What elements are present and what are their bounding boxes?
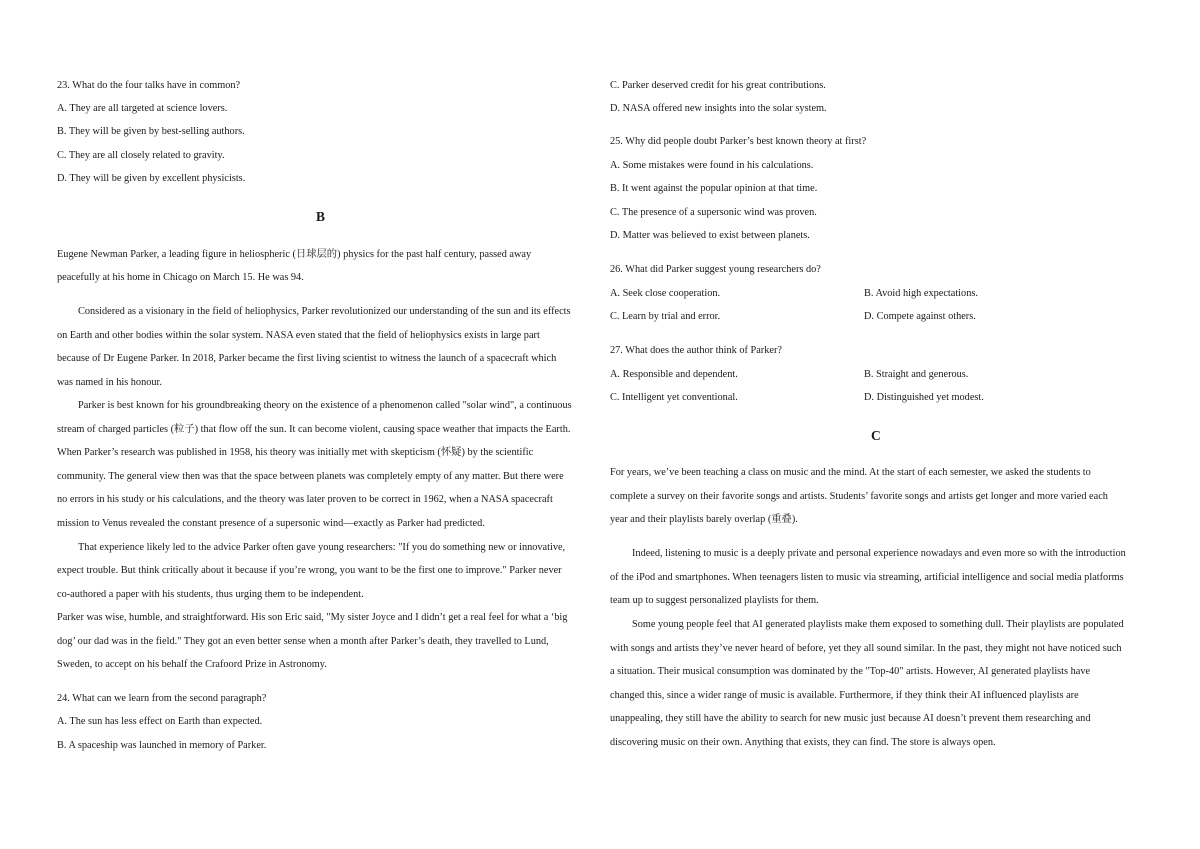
q24-stem: 24. What can we learn from the second paragraph? — [57, 693, 267, 704]
passage-b-line: community. The general view then was that the space between planets was completely empty of any matter. But there were — [57, 471, 564, 482]
passage-b-line: Sweden, to accept on his behalf the Crafoord Prize in Astronomy. — [57, 659, 327, 670]
q27-stem: 27. What does the author think of Parker? — [610, 345, 782, 356]
passage-c-line: Some young people feel that AI generated playlists make them exposed to something dull. Their playlists are populated — [632, 619, 1124, 630]
q24-option-b: B. A spaceship was launched in memory of Parker. — [57, 740, 267, 751]
passage-c-line: a situation. Their musical consumption was dominated by the "Top-40" artists. However, AI generated playlists have — [610, 666, 1091, 677]
passage-b-line: Parker is best known for his groundbreaking theory on the existence of a phenomenon called "solar wind", a continuous — [78, 400, 572, 411]
passage-c-line: with songs and artists they’ve never heard of before, yet they all sound similar. In the past, they might not have noticed such — [610, 643, 1122, 654]
passage-b-line: co-authored a paper with his students, thus urging them to be independent. — [57, 589, 364, 600]
q27-option-d: D. Distinguished yet modest. — [864, 392, 984, 403]
q25-option-b: B. It went against the popular opinion at that time. — [610, 183, 818, 194]
passage-b-line: because of Dr Eugene Parker. In 2018, Parker became the first living scientist to witness the launch of a spacecraft which — [57, 353, 557, 364]
q25-option-d: D. Matter was believed to exist between planets. — [610, 230, 810, 241]
passage-c-line: For years, we’ve been teaching a class on music and the mind. At the start of each semester, we asked the students to — [610, 467, 1091, 478]
q25-option-c: C. The presence of a supersonic wind was proven. — [610, 207, 817, 218]
passage-c-line: Indeed, listening to music is a deeply private and personal experience nowadays and even more so with the introduction — [632, 548, 1126, 559]
passage-c-line: discovering music on their own. Anything that exists, they can find. The store is always open. — [610, 737, 996, 748]
q26-option-a: A. Seek close cooperation. — [610, 288, 721, 299]
passage-b-line: Considered as a visionary in the field of heliophysics, Parker revolutionized our understanding of the sun and its effects — [78, 306, 571, 317]
q23-option-d: D. They will be given by excellent physicists. — [57, 173, 246, 184]
passage-b-line: peacefully at his home in Chicago on March 15. He was 94. — [57, 272, 304, 283]
passage-c-line: complete a survey on their favorite songs and artists. Students’ favorite songs and artists get longer and more varied each — [610, 491, 1108, 502]
q23-stem: 23. What do the four talks have in common? — [57, 80, 241, 91]
passage-b-line: expect trouble. But think critically about it because if you’re wrong, you want to be the first one to improve." Parker never — [57, 565, 562, 576]
q26-option-d: D. Compete against others. — [864, 311, 976, 322]
passage-c-line: unappealing, they still have the ability to search for new music just because AI doesn’t prevent them researching and — [610, 713, 1091, 724]
q24-option-a: A. The sun has less effect on Earth than expected. — [57, 716, 263, 727]
q27-option-c: C. Intelligent yet conventional. — [610, 392, 738, 403]
passage-c-line: of the iPod and smartphones. When teenagers listen to music via streaming, artificial intelligence and social media platforms — [610, 572, 1124, 583]
passage-b-line: on Earth and other bodies within the solar system. NASA even stated that the field of heliophysics exists in large part — [57, 330, 540, 341]
q26-stem: 26. What did Parker suggest young researchers do? — [610, 264, 821, 275]
q25-stem: 25. Why did people doubt Parker’s best known theory at first? — [610, 136, 867, 147]
section-heading-c: C — [871, 428, 881, 443]
q23-option-b: B. They will be given by best-selling authors. — [57, 126, 245, 137]
passage-c-line: year and their playlists barely overlap (重叠). — [610, 514, 798, 525]
passage-b-line: was named in his honour. — [57, 377, 162, 388]
passage-b-line: Eugene Newman Parker, a leading figure in heliospheric (日球层的) physics for the past half century, passed away — [57, 249, 532, 260]
q23-option-c: C. They are all closely related to gravity. — [57, 150, 225, 161]
q23-option-a: A. They are all targeted at science lovers. — [57, 103, 228, 114]
q24-option-c: C. Parker deserved credit for his great contributions. — [610, 80, 826, 91]
q26-option-b: B. Avoid high expectations. — [864, 288, 978, 299]
passage-b-line: When Parker’s research was published in 1958, his theory was initially met with skepticism (怀疑) by the scientific — [57, 447, 534, 458]
q27-option-b: B. Straight and generous. — [864, 369, 969, 380]
passage-c-line: team up to suggest personalized playlists for them. — [610, 595, 819, 606]
passage-b-line: no errors in his study or his calculations, and the theory was later proven to be correct in 1962, when a NASA spacecraft — [57, 494, 553, 505]
passage-b-line: Parker was wise, humble, and straightforward. His son Eric said, "My sister Joyce and I didn’t get a real feel for what a ‘big — [57, 612, 568, 623]
q27-option-a: A. Responsible and dependent. — [610, 369, 738, 380]
q25-option-a: A. Some mistakes were found in his calculations. — [610, 160, 814, 171]
passage-b-line: mission to Venus revealed the constant presence of a supersonic wind—exactly as Parker had predicted. — [57, 518, 485, 529]
q24-option-d: D. NASA offered new insights into the solar system. — [610, 103, 827, 114]
passage-b-line: dog’ our dad was in the field." They got an even better sense when a month after Parker’s death, they travelled to Lund, — [57, 636, 549, 647]
passage-b-line: stream of charged particles (粒子) that flow off the sun. It can become violent, causing space weather that impacts the Earth. — [57, 424, 571, 435]
q26-option-c: C. Learn by trial and error. — [610, 311, 721, 322]
passage-c-line: changed this, since a wider range of music is available. Furthermore, if they think their AI influenced playlists are — [610, 690, 1079, 701]
passage-b-line: That experience likely led to the advice Parker often gave young researchers: "If you do something new or innovative, — [78, 542, 566, 553]
section-heading-b: B — [316, 209, 326, 224]
